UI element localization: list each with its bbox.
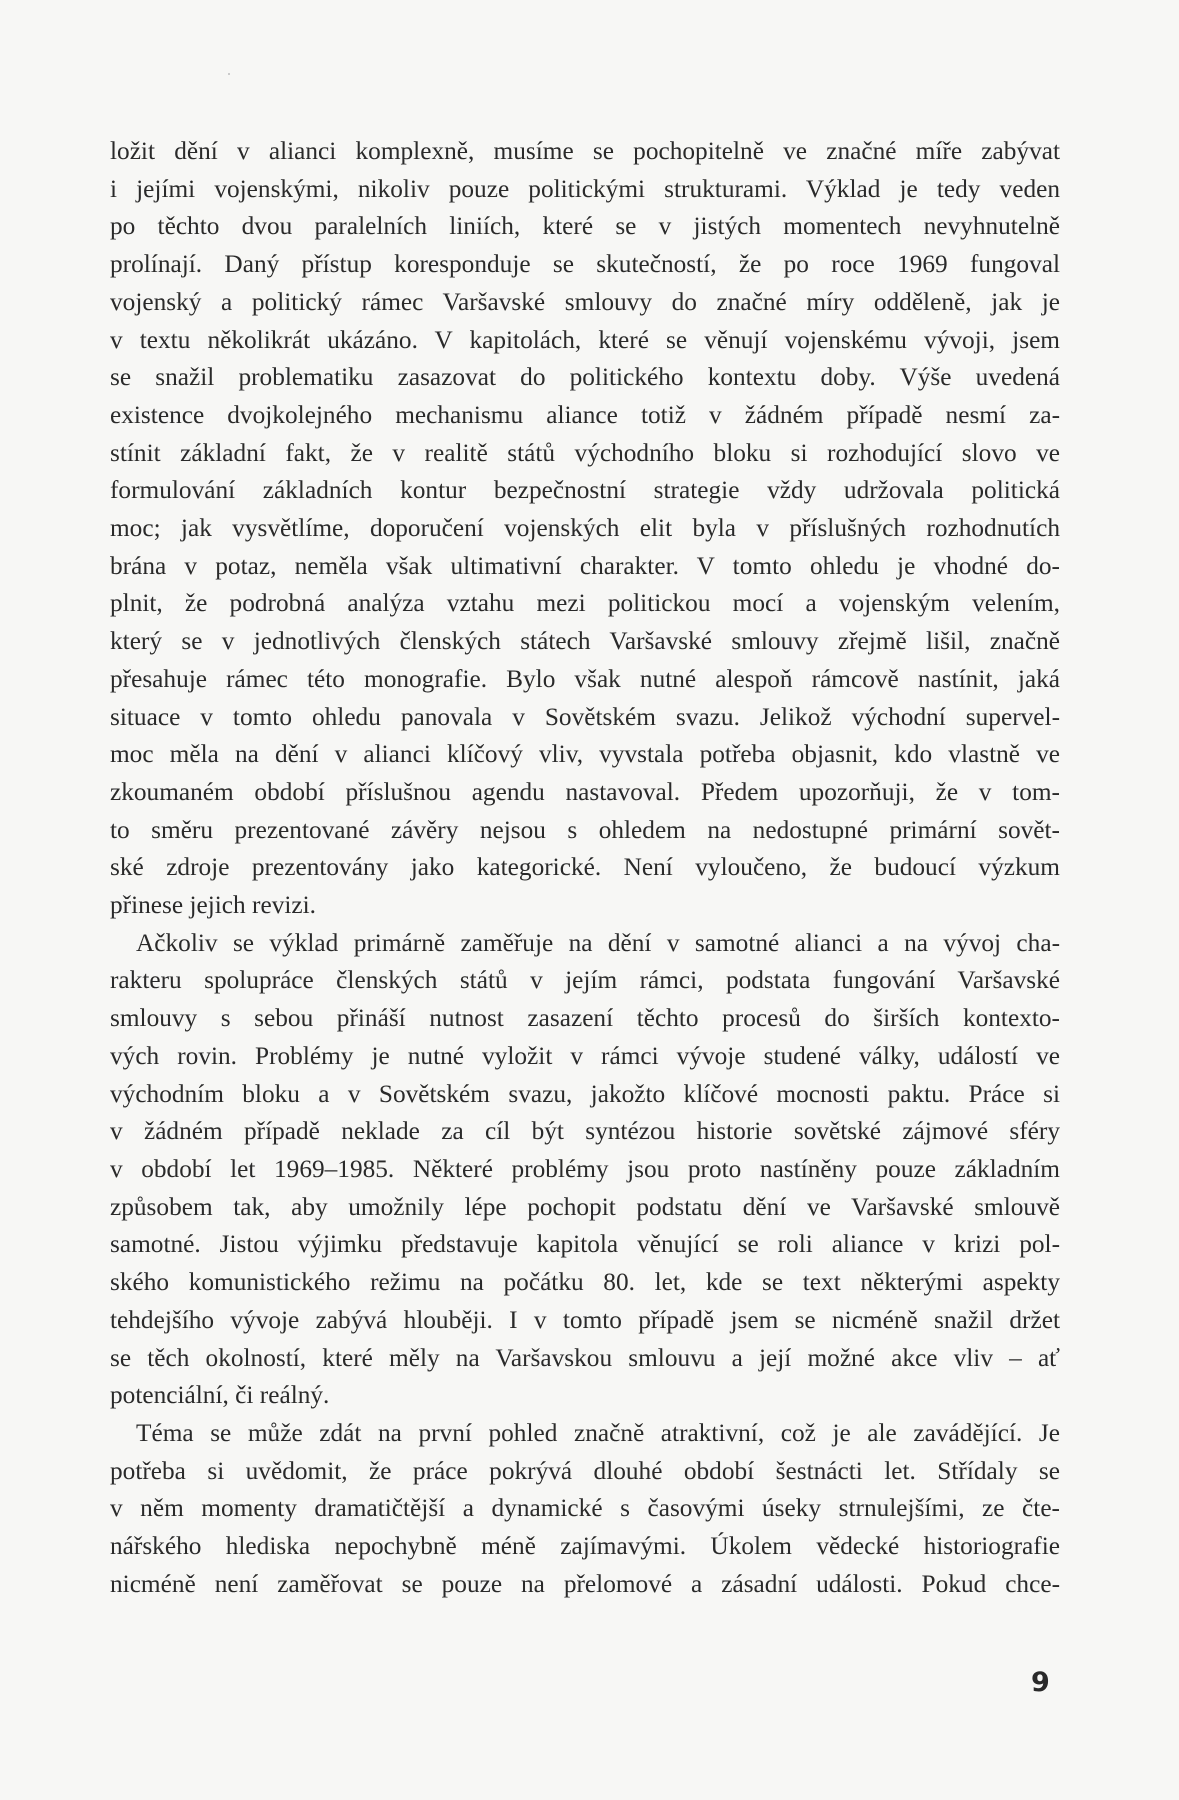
text-line: rakteru spolupráce členských států v jejím rámci, podstata fungování Varšavské — [110, 966, 1060, 995]
text-line: tehdejšího vývoje zabývá hlouběji. I v tomto případě jsem se nicméně snažil držet — [110, 1305, 1060, 1334]
text-line: ložit dění v alianci komplexně, musíme se pochopitelně ve značné míře zabývat — [110, 137, 1060, 165]
text-line: Ačkoliv se výklad primárně zaměřuje na dění v samotné alianci a na vývoj cha- — [136, 928, 1060, 957]
text-line: po těchto dvou paralelních liniích, které se v jistých momentech nevyhnutelně — [110, 212, 1060, 241]
text-line: prolínají. Daný přístup koresponduje se skutečností, že po roce 1969 fungoval — [110, 250, 1060, 279]
text-line: se snažil problematiku zasazovat do politického kontextu doby. Výše uvedená — [110, 363, 1060, 392]
scan-speck — [228, 73, 230, 75]
text-line: potřeba si uvědomit, že práce pokrývá dlouhé období šestnácti let. Střídaly se — [110, 1456, 1060, 1485]
text-line: situace v tomto ohledu panovala v Sovětském svazu. Jelikož východní supervel- — [110, 702, 1060, 731]
text-line: v něm momenty dramatičtější a dynamické s časovými úseky strnulejšími, ze čte- — [110, 1494, 1060, 1523]
text-line: se těch okolností, které měly na Varšavskou smlouvu a její možné akce vliv – ať — [110, 1343, 1060, 1372]
text-line: samotné. Jistou výjimku představuje kapitola věnující se roli aliance v krizi pol- — [110, 1230, 1060, 1259]
text-line: nářského hlediska nepochybně méně zajímavými. Úkolem vědecké historiografie — [110, 1532, 1060, 1561]
text-line: existence dvojkolejného mechanismu aliance totiž v žádném případě nesmí za- — [110, 400, 1060, 429]
text-line: způsobem tak, aby umožnily lépe pochopit podstatu dění ve Varšavské smlouvě — [110, 1192, 1060, 1221]
text-line: východním bloku a v Sovětském svazu, jakožto klíčové mocnosti paktu. Práce si — [110, 1079, 1060, 1108]
text-line: vojenský a politický rámec Varšavské smlouvy do značné míry odděleně, jak je — [110, 287, 1060, 316]
text-line: moc; jak vysvětlíme, doporučení vojenských elit byla v příslušných rozhodnutích — [110, 514, 1060, 543]
text-line: v období let 1969–1985. Některé problémy jsou proto nastíněny pouze základním — [110, 1154, 1060, 1183]
text-line: v textu několikrát ukázáno. V kapitolách, které se věnují vojenskému vývoji, jsem — [110, 325, 1060, 354]
text-line: nicméně není zaměřovat se pouze na přelomové a zásadní události. Pokud chce- — [110, 1569, 1060, 1598]
text-line: potenciální, či reálný. — [110, 1381, 330, 1410]
text-line: to směru prezentované závěry nejsou s ohledem na nedostupné primární sovět- — [110, 815, 1060, 844]
text-line: brána v potaz, neměla však ultimativní charakter. V tomto ohledu je vhodné do- — [110, 551, 1060, 580]
text-line: přesahuje rámec této monografie. Bylo však nutné alespoň rámcově nastínit, jaká — [110, 664, 1060, 693]
text-line: vých rovin. Problémy je nutné vyložit v rámci vývoje studené války, událostí ve — [110, 1041, 1060, 1070]
page-number: 9 — [1031, 1667, 1050, 1698]
text-line: zkoumaném období příslušnou agendu nastavoval. Předem upozorňuji, že v tom- — [110, 777, 1060, 806]
text-line: ského komunistického režimu na počátku 80. let, kde se text některými aspekty — [110, 1268, 1060, 1297]
text-line: Téma se může zdát na první pohled značně atraktivní, což je ale zavádějící. Je — [136, 1418, 1060, 1447]
paragraph-3 — [110, 1415, 1060, 1604]
text-line: moc měla na dění v alianci klíčový vliv, vyvstala potřeba objasnit, kdo vlastně ve — [110, 740, 1060, 769]
text-line: přinese jejich revizi. — [110, 891, 317, 920]
text-line: plnit, že podrobná analýza vztahu mezi politickou mocí a vojenským velením, — [110, 589, 1060, 618]
text-line: stínit základní fakt, že v realitě států východního bloku si rozhodující slovo ve — [110, 438, 1060, 467]
text-line: který se v jednotlivých členských státech Varšavské smlouvy zřejmě lišil, značně — [110, 627, 1060, 656]
text-line: i jejími vojenskými, nikoliv pouze politickými strukturami. Výklad je tedy veden — [110, 174, 1060, 203]
paragraph-1 — [110, 133, 1060, 925]
text-line: smlouvy s sebou přináší nutnost zasazení těchto procesů do širších kontexto- — [110, 1004, 1060, 1033]
text-line: formulování základních kontur bezpečnostní strategie vždy udržovala politická — [110, 476, 1060, 505]
text-line: v žádném případě neklade za cíl být syntézou historie sovětské zájmové sféry — [110, 1117, 1060, 1146]
body-text — [110, 133, 1060, 1603]
text-line: ské zdroje prezentovány jako kategorické. Není vyloučeno, že budoucí výzkum — [110, 853, 1060, 882]
paragraph-2 — [110, 925, 1060, 1415]
